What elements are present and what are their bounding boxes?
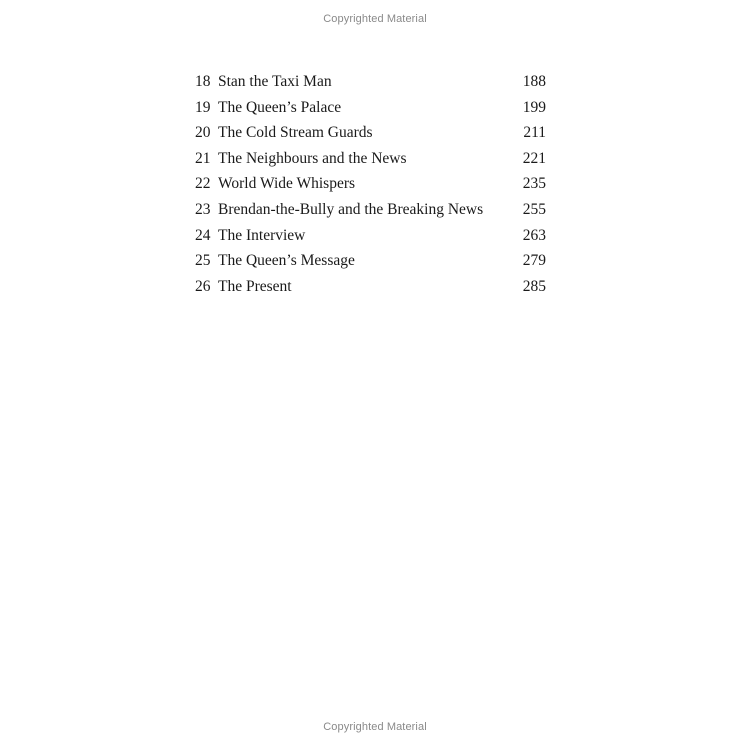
- page-number: 279: [522, 252, 546, 270]
- chapter-title: The Cold Stream Guards: [218, 124, 373, 142]
- chapter-title: The Queen’s Palace: [218, 98, 342, 116]
- chapter-title: World Wide Whispers: [218, 175, 356, 193]
- page-number: 221: [522, 149, 546, 167]
- chapter-number: 18: [195, 73, 211, 90]
- toc-entry: [195, 248, 546, 274]
- copyright-watermark-top: Copyrighted Material: [323, 13, 427, 25]
- chapter-number: 26: [195, 277, 211, 295]
- chapter-number: 20: [195, 124, 211, 142]
- page-number: 255: [522, 200, 546, 218]
- chapter-title: The Queen’s Message: [218, 252, 355, 270]
- page-number: 199: [522, 98, 546, 116]
- chapter-title: The Neighbours and the News: [218, 149, 407, 167]
- page-number: 285: [522, 277, 546, 295]
- toc-entry: [195, 223, 546, 249]
- chapter-number: 24: [195, 226, 211, 244]
- toc-entry: [195, 197, 546, 223]
- copyright-watermark-bottom: Copyrighted Material: [323, 721, 427, 733]
- chapter-number: 21: [195, 149, 211, 167]
- page-number: 235: [522, 175, 546, 193]
- chapter-number: 23: [195, 200, 211, 218]
- page-number: 263: [522, 226, 546, 244]
- chapter-title: Stan the Taxi Man: [218, 73, 332, 90]
- toc-entry: [195, 120, 546, 146]
- chapter-title: The Present: [218, 277, 292, 295]
- page-number: 188: [522, 73, 546, 90]
- page-number: 211: [523, 124, 546, 142]
- toc-entry: [195, 95, 546, 121]
- table-of-contents: [195, 69, 546, 299]
- toc-entry: [195, 69, 546, 95]
- chapter-title: Brendan-the-Bully and the Breaking News: [218, 200, 484, 218]
- chapter-number: 22: [195, 175, 211, 193]
- toc-entry: [195, 146, 546, 172]
- toc-entry: [195, 274, 546, 300]
- chapter-title: The Interview: [218, 226, 306, 244]
- chapter-number: 19: [195, 98, 211, 116]
- chapter-number: 25: [195, 252, 211, 270]
- toc-entry: [195, 171, 546, 197]
